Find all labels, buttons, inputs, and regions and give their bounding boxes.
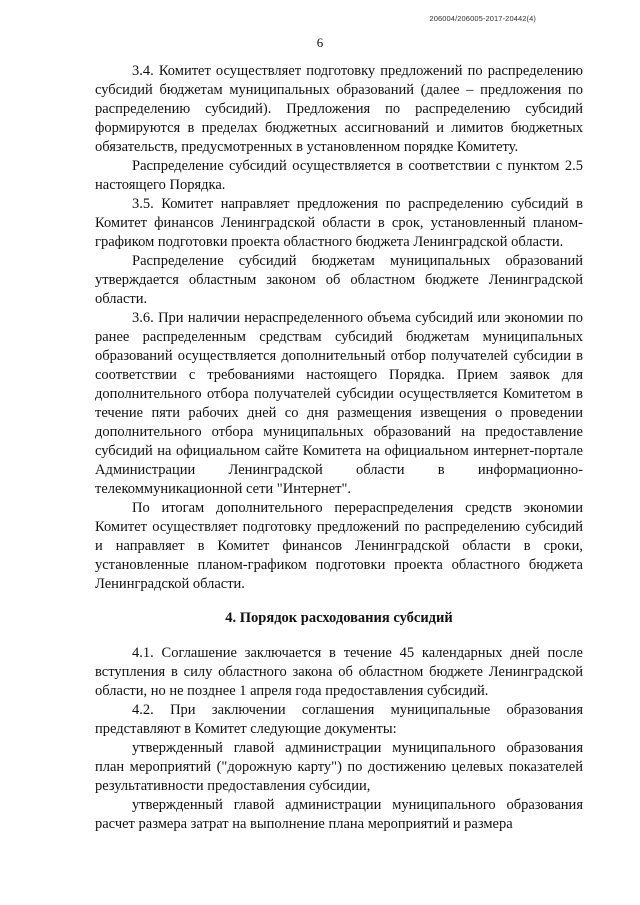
paragraph-3-5: 3.5. Комитет направляет предложения по распределению субсидий в Комитет финансов Ленинградской области в срок, установленный планом-графиком подготовки проекта областного бюджета Ленинградской области. [95, 196, 583, 250]
paragraph-distribution-approval: Распределение субсидий бюджетам муниципальных образований утверждается областным законом об областном бюджете Ленинградской области. [95, 253, 583, 307]
paragraph-3-4: 3.4. Комитет осуществляет подготовку предложений по распределению субсидий бюджетам муниципальных образований (далее – предложения по распределению субсидий). Предложения по распределению субсидий формируются в пределах бюджетных ассигнований и лимитов бюджетных обязательств, предусмотренных в установленном порядке Комитету. [95, 63, 583, 155]
paragraph-distribution-reference: Распределение субсидий осуществляется в соответствии с пунктом 2.5 настоящего Порядка. [95, 158, 583, 193]
page-number: 6 [316, 35, 324, 50]
paragraph-roadmap: утвержденный главой администрации муниципального образования план мероприятий ("дорожную карту") по достижению целевых показателей результативности предоставления субсидии, [95, 740, 583, 794]
paragraph-cost-calculation: утвержденный главой администрации муниципального образования расчет размера затрат на выполнение плана мероприятий и размера [95, 797, 583, 832]
paragraph-4-1: 4.1. Соглашение заключается в течение 45 календарных дней после вступления в силу областного закона об областном бюджете Ленинградской области, но не позднее 1 апреля года предоставления субсидий. [95, 645, 583, 699]
document-body [95, 62, 583, 834]
paragraph-4-2: 4.2. При заключении соглашения муниципальные образования представляют в Комитет следующие документы: [95, 702, 583, 737]
document-code: 206004/206005-2017-20442(4) [429, 14, 536, 23]
section-heading: 4. Порядок расходования субсидий [225, 610, 453, 626]
paragraph-3-6: 3.6. При наличии нераспределенного объема субсидий или экономии по ранее распределенным средствам субсидий бюджетам муниципальных образований осуществляется дополнительный отбор получателей субсидии в соответствии с требованиями настоящего Порядка. Прием заявок для дополнительного отбора получателей субсидии осуществляется Комитетом в течение пяти рабочих дней со дня размещения извещения о проведении дополнительного отбора муниципальных образований на предоставление субсидий на официальном сайте Комитета на официальном интернет-портале Администрации Ленинградской области в информационно-телекоммуникационной сети "Интернет". [95, 310, 583, 497]
paragraph-additional-redistribution: По итогам дополнительного перераспределения средств экономии Комитет осуществляет подготовку предложений по распределению субсидий и направляет в Комитет финансов Ленинградской области в сроки, установленные планом-графиком подготовки проекта областного бюджета Ленинградской области. [95, 500, 583, 592]
